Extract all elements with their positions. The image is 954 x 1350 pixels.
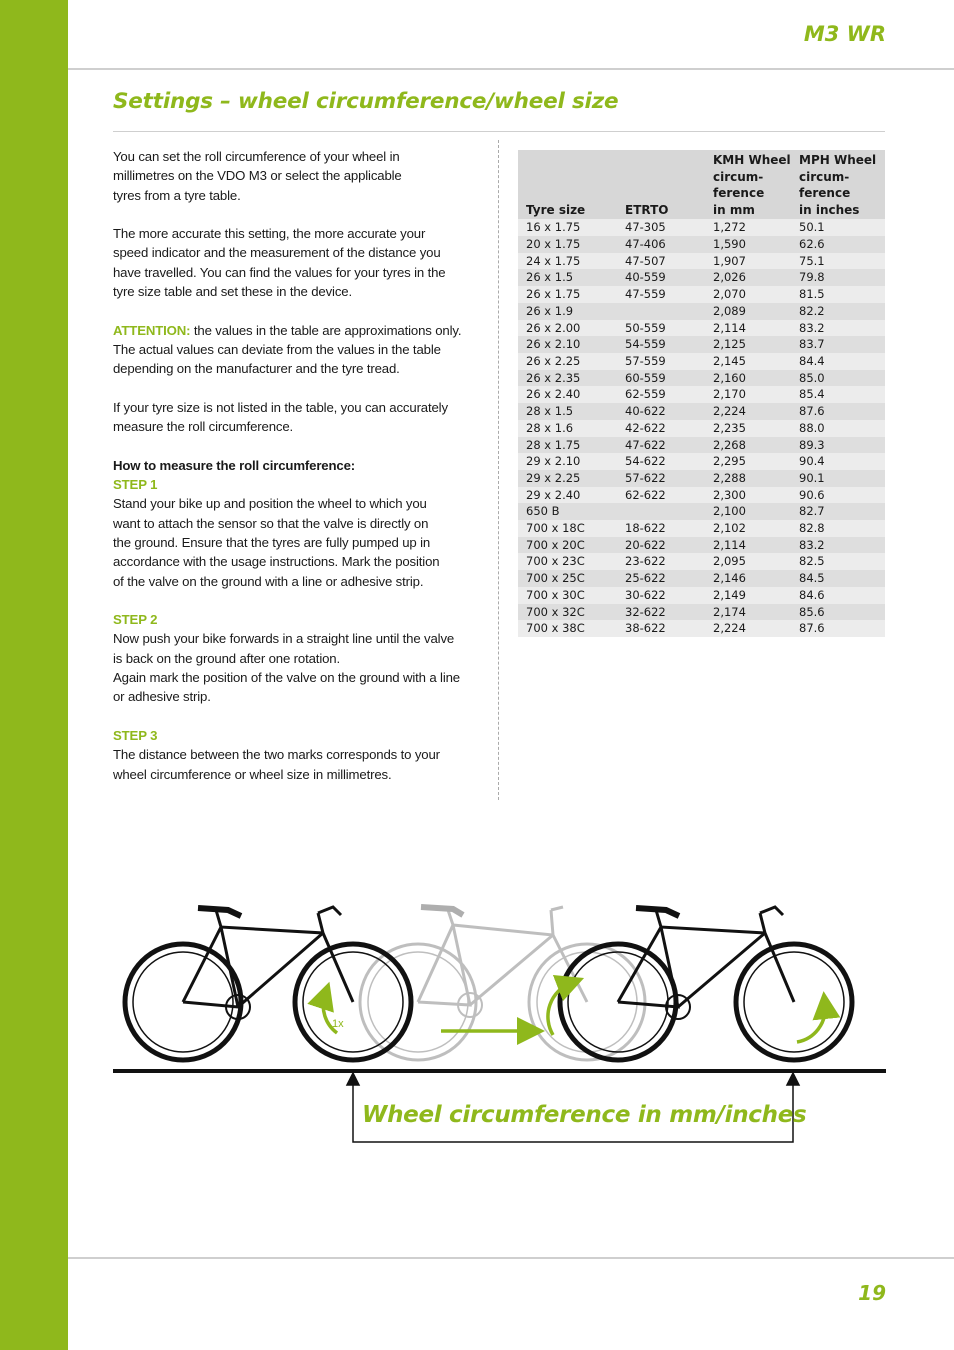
cell-etrto: 30-622 [617, 587, 705, 604]
illustration-caption: Wheel circumference in mm/inches [362, 1102, 807, 1128]
intro-paragraph-2: The more accurate this setting, the more accurate your speed indicator and the measurement of the distance you have travelled. You can find the values for your tyres in the tyre size table and set these in the device. [113, 226, 446, 300]
step3-text: The distance between the two marks corresponds to your wheel circumference or wheel size in millimetres. [113, 747, 440, 782]
cell-kmh: 2,125 [705, 336, 791, 353]
step1-label: STEP 1 [113, 477, 158, 493]
cell-etrto [617, 503, 705, 520]
table-row [518, 253, 885, 270]
cell-mph: 50.1 [791, 219, 885, 236]
intro-paragraph-1: You can set the roll circumference of your wheel in millimetres on the VDO M3 or select the applicable tyres from a tyre table. [113, 149, 402, 203]
bike-ghost [360, 907, 645, 1060]
cell-mph: 83.2 [791, 537, 885, 554]
cell-tyre-size: 29 x 2.40 [518, 487, 617, 504]
cell-tyre-size: 16 x 1.75 [518, 219, 617, 236]
cell-kmh: 2,114 [705, 537, 791, 554]
cell-mph: 90.4 [791, 453, 885, 470]
step2-label: STEP 2 [113, 612, 158, 628]
cell-mph: 79.8 [791, 269, 885, 286]
green-side-bar [0, 0, 68, 1350]
cell-kmh: 2,100 [705, 503, 791, 520]
step2-text: Now push your bike forwards in a straight line until the valve is back on the ground after one rotation. Again mark the position of the valve on the ground with a line or adhesive strip. [113, 631, 460, 705]
cell-kmh: 2,235 [705, 420, 791, 437]
page-number: 19 [858, 1281, 886, 1305]
cell-kmh: 1,272 [705, 219, 791, 236]
table-row [518, 386, 885, 403]
cell-etrto: 20-622 [617, 537, 705, 554]
cell-etrto [617, 303, 705, 320]
cell-tyre-size: 700 x 23C [518, 553, 617, 570]
cell-etrto: 50-559 [617, 320, 705, 337]
table-row [518, 219, 885, 236]
cell-tyre-size: 20 x 1.75 [518, 236, 617, 253]
table-row [518, 286, 885, 303]
bike-start [125, 907, 411, 1060]
cell-kmh: 1,590 [705, 236, 791, 253]
cell-kmh: 2,174 [705, 604, 791, 621]
table-row [518, 269, 885, 286]
table-row [518, 370, 885, 387]
cell-tyre-size: 700 x 38C [518, 620, 617, 637]
cell-mph: 87.6 [791, 403, 885, 420]
cell-kmh: 2,288 [705, 470, 791, 487]
table-row [518, 336, 885, 353]
cell-kmh: 2,224 [705, 403, 791, 420]
footer-rule [68, 1257, 954, 1259]
header-tyre-size: Tyre size [518, 150, 617, 219]
table-row [518, 320, 885, 337]
cell-mph: 84.6 [791, 587, 885, 604]
table-row [518, 420, 885, 437]
cell-mph: 85.6 [791, 604, 885, 621]
cell-etrto: 57-622 [617, 470, 705, 487]
table-row [518, 453, 885, 470]
cell-tyre-size: 24 x 1.75 [518, 253, 617, 270]
tyre-size-table [518, 150, 885, 637]
cell-mph: 83.7 [791, 336, 885, 353]
cell-etrto: 47-622 [617, 437, 705, 454]
cell-etrto: 25-622 [617, 570, 705, 587]
cell-tyre-size: 28 x 1.6 [518, 420, 617, 437]
cell-kmh: 2,089 [705, 303, 791, 320]
attention-text: the values in the table are approximations only. The actual values can deviate from the values in the table depending on the manufacturer and the tyre tread. [113, 322, 462, 377]
cell-tyre-size: 700 x 20C [518, 537, 617, 554]
cell-tyre-size: 700 x 18C [518, 520, 617, 537]
cell-kmh: 2,146 [705, 570, 791, 587]
howto-heading: How to measure the roll circumference: [113, 457, 356, 473]
cell-tyre-size: 28 x 1.75 [518, 437, 617, 454]
table-row [518, 537, 885, 554]
cell-tyre-size: 26 x 2.40 [518, 386, 617, 403]
cell-kmh: 2,114 [705, 320, 791, 337]
cell-kmh: 2,268 [705, 437, 791, 454]
table-row [518, 520, 885, 537]
cell-tyre-size: 26 x 2.25 [518, 353, 617, 370]
step1-text: Stand your bike up and position the wheel to which you want to attach the sensor so that the valve is directly on the ground. Ensure that the tyres are fully pumped up in accordance with the usage instructions. Mark the position of the valve on the ground with a line or adhesive strip. [113, 496, 440, 589]
column-divider [498, 140, 499, 800]
cell-mph: 62.6 [791, 236, 885, 253]
cell-etrto: 32-622 [617, 604, 705, 621]
cell-mph: 82.7 [791, 503, 885, 520]
table-row [518, 587, 885, 604]
cell-kmh: 2,026 [705, 269, 791, 286]
cell-kmh: 2,300 [705, 487, 791, 504]
intro-paragraph-4: If your tyre size is not listed in the table, you can accurately measure the roll circumference. [113, 399, 448, 435]
cell-mph: 88.0 [791, 420, 885, 437]
cell-kmh: 2,145 [705, 353, 791, 370]
table-header-row [518, 150, 885, 219]
cell-mph: 85.0 [791, 370, 885, 387]
table-row [518, 236, 885, 253]
cell-etrto: 40-559 [617, 269, 705, 286]
cell-kmh: 2,102 [705, 520, 791, 537]
cell-etrto: 60-559 [617, 370, 705, 387]
cell-mph: 90.6 [791, 487, 885, 504]
step3-label: STEP 3 [113, 727, 158, 743]
table-row [518, 553, 885, 570]
table-row [518, 570, 885, 587]
cell-mph: 81.5 [791, 286, 885, 303]
table-row [518, 487, 885, 504]
rotation-arrow-end [797, 1005, 825, 1042]
cell-mph: 89.3 [791, 437, 885, 454]
cell-etrto: 54-622 [617, 453, 705, 470]
cell-tyre-size: 28 x 1.5 [518, 403, 617, 420]
cell-kmh: 2,149 [705, 587, 791, 604]
rotation-count-label: 1x [332, 1018, 344, 1030]
page-title: Settings – wheel circumference/wheel size [113, 89, 619, 114]
cell-etrto: 57-559 [617, 353, 705, 370]
cell-tyre-size: 29 x 2.25 [518, 470, 617, 487]
cell-etrto: 18-622 [617, 520, 705, 537]
cell-tyre-size: 700 x 25C [518, 570, 617, 587]
header-mph: MPH Wheel circum- ference in inches [791, 150, 885, 219]
cell-kmh: 2,070 [705, 286, 791, 303]
attention-paragraph [113, 321, 481, 379]
cell-mph: 84.4 [791, 353, 885, 370]
cell-mph: 82.2 [791, 303, 885, 320]
header-etrto: ETRTO [617, 150, 705, 219]
table-row [518, 503, 885, 520]
table-row [518, 604, 885, 621]
table-row [518, 353, 885, 370]
cell-tyre-size: 26 x 2.10 [518, 336, 617, 353]
cell-tyre-size: 650 B [518, 503, 617, 520]
table-row [518, 470, 885, 487]
cell-tyre-size: 700 x 30C [518, 587, 617, 604]
cell-mph: 82.8 [791, 520, 885, 537]
cell-etrto: 42-622 [617, 420, 705, 437]
cell-etrto: 47-559 [617, 286, 705, 303]
cell-etrto: 62-622 [617, 487, 705, 504]
cell-tyre-size: 26 x 2.00 [518, 320, 617, 337]
cell-kmh: 2,095 [705, 553, 791, 570]
instructions-text [113, 147, 481, 784]
table-row [518, 403, 885, 420]
cell-etrto: 47-406 [617, 236, 705, 253]
cell-kmh: 2,170 [705, 386, 791, 403]
cell-tyre-size: 26 x 1.75 [518, 286, 617, 303]
cell-mph: 85.4 [791, 386, 885, 403]
cell-mph: 75.1 [791, 253, 885, 270]
cell-mph: 82.5 [791, 553, 885, 570]
table-row [518, 620, 885, 637]
cell-etrto: 54-559 [617, 336, 705, 353]
title-rule [113, 131, 885, 132]
cell-tyre-size: 29 x 2.10 [518, 453, 617, 470]
header-rule [68, 68, 954, 70]
cell-mph: 84.5 [791, 570, 885, 587]
table-row [518, 303, 885, 320]
cell-kmh: 2,160 [705, 370, 791, 387]
cell-etrto: 47-507 [617, 253, 705, 270]
cell-etrto: 40-622 [617, 403, 705, 420]
table-row [518, 437, 885, 454]
cell-mph: 87.6 [791, 620, 885, 637]
cell-mph: 90.1 [791, 470, 885, 487]
cell-kmh: 2,224 [705, 620, 791, 637]
cell-tyre-size: 700 x 32C [518, 604, 617, 621]
cell-kmh: 1,907 [705, 253, 791, 270]
header-kmh: KMH Wheel circum- ference in mm [705, 150, 791, 219]
cell-mph: 83.2 [791, 320, 885, 337]
cell-kmh: 2,295 [705, 453, 791, 470]
cell-etrto: 38-622 [617, 620, 705, 637]
cell-tyre-size: 26 x 1.9 [518, 303, 617, 320]
ground-line [113, 1069, 886, 1073]
cell-tyre-size: 26 x 2.35 [518, 370, 617, 387]
cell-etrto: 47-305 [617, 219, 705, 236]
model-name: M3 WR [803, 22, 886, 46]
attention-label: ATTENTION: [113, 322, 191, 338]
cell-etrto: 23-622 [617, 553, 705, 570]
cell-tyre-size: 26 x 1.5 [518, 269, 617, 286]
cell-etrto: 62-559 [617, 386, 705, 403]
